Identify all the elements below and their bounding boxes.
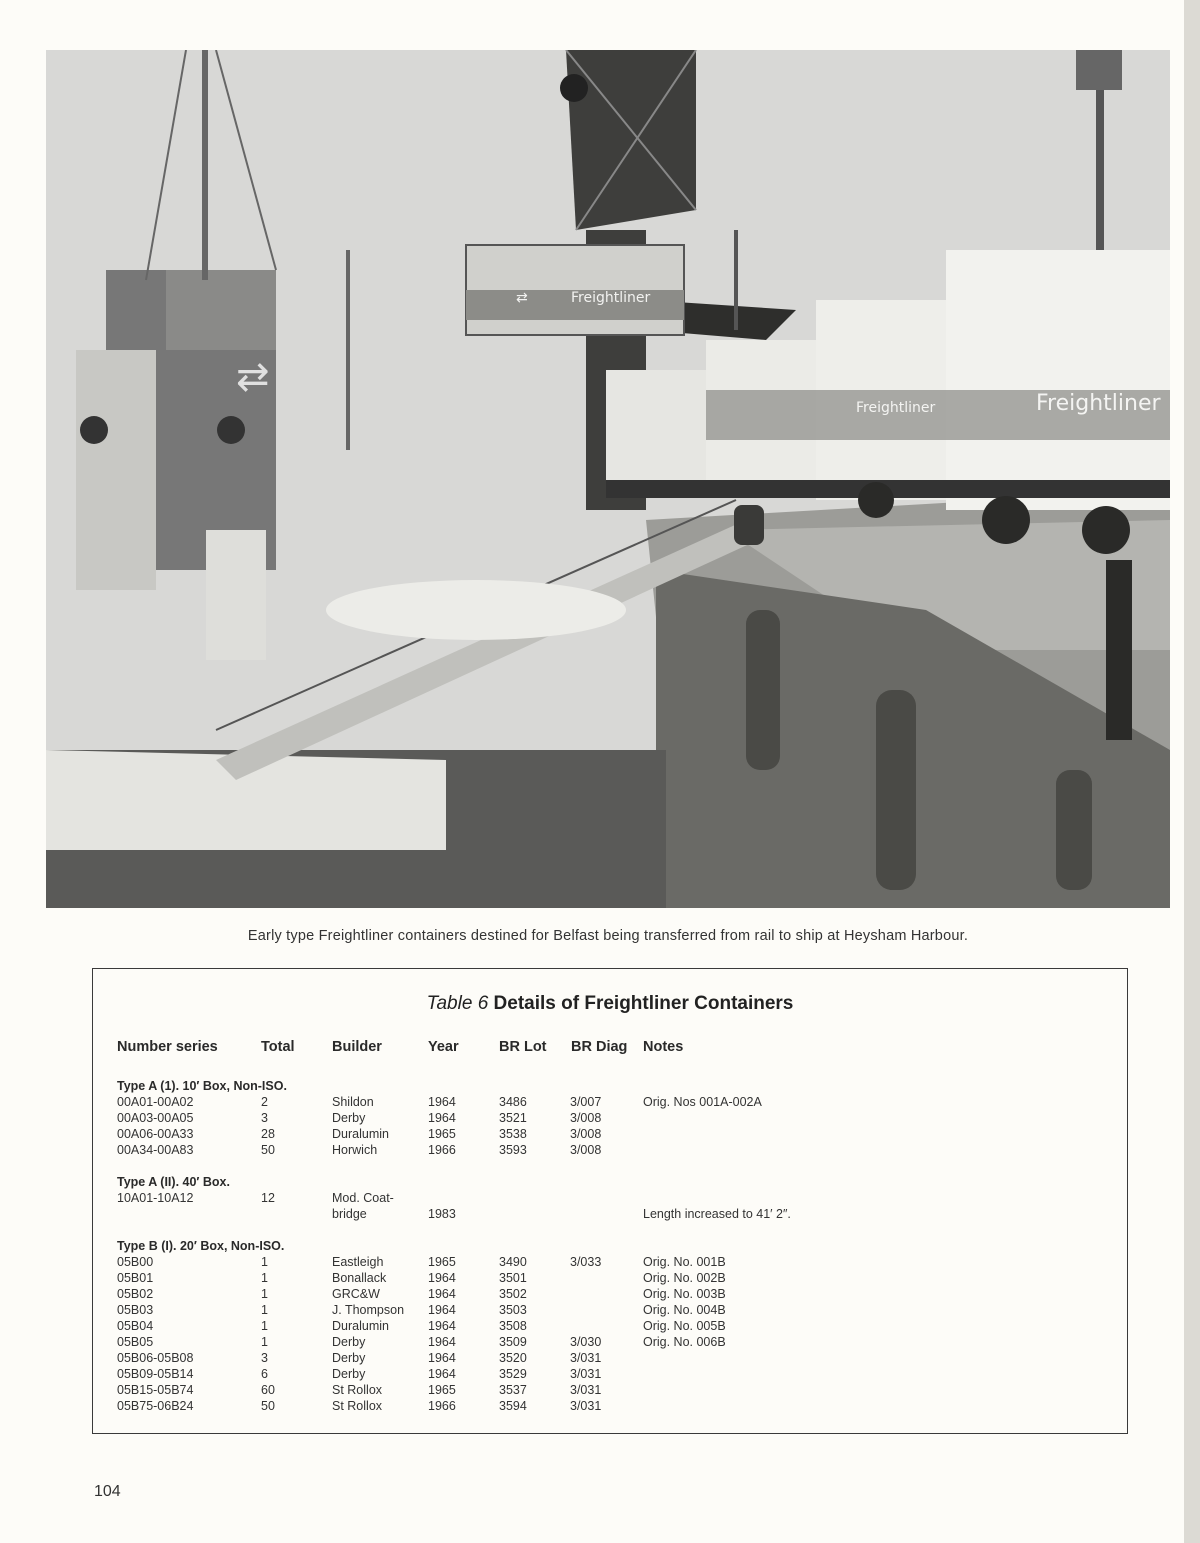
cell-year: 1965: [428, 1255, 456, 1269]
cell-number: 05B06-05B08: [117, 1351, 194, 1365]
cell-number: 05B00: [117, 1255, 154, 1269]
cell-number: 05B01: [117, 1271, 154, 1285]
cell-lot: 3529: [499, 1367, 527, 1381]
cell-lot: 3593: [499, 1143, 527, 1157]
table-row: [93, 1111, 1127, 1127]
cell-diag: 3/031: [570, 1367, 602, 1381]
cell-builder: Duralumin: [332, 1319, 389, 1333]
table-row: [93, 1351, 1127, 1367]
cell-year: 1964: [428, 1335, 456, 1349]
cell-diag: 3/031: [570, 1351, 602, 1365]
cell-year: 1964: [428, 1303, 456, 1317]
cell-year: 1964: [428, 1319, 456, 1333]
cell-total: 1: [261, 1303, 268, 1317]
cell-number: 00A01-00A02: [117, 1095, 194, 1109]
table-row: [93, 1191, 1127, 1207]
cell-builder: J. Thompson: [332, 1303, 405, 1317]
cell-total: 60: [261, 1383, 275, 1397]
header-number-series: Number series: [117, 1039, 218, 1055]
cell-lot: 3490: [499, 1255, 527, 1269]
table-row: [93, 1143, 1127, 1159]
header-br-diag: BR Diag: [571, 1039, 628, 1055]
cell-builder: St Rollox: [332, 1399, 383, 1413]
header-br-lot: BR Lot: [499, 1039, 547, 1055]
cell-year: 1964: [428, 1351, 456, 1365]
cell-notes: Orig. No. 006B: [643, 1335, 726, 1349]
cell-number: 05B02: [117, 1287, 154, 1301]
table-title-text: Details of Freightliner Containers: [493, 993, 794, 1014]
harbour-photo: [46, 50, 1170, 908]
cell-total: 12: [261, 1191, 275, 1205]
cell-number: 05B04: [117, 1319, 154, 1333]
cell-year: 1964: [428, 1271, 456, 1285]
cell-builder: Derby: [332, 1367, 366, 1381]
cell-builder: Bonallack: [332, 1271, 387, 1285]
cell-total: 6: [261, 1367, 268, 1381]
page-edge: [1184, 0, 1200, 1543]
cell-year: 1966: [428, 1399, 456, 1413]
page-number: 104: [94, 1483, 121, 1500]
cell-total: 28: [261, 1127, 275, 1141]
cell-lot: 3508: [499, 1319, 527, 1333]
table-row: [93, 1127, 1127, 1143]
cell-total: 50: [261, 1143, 275, 1157]
cell-builder: Derby: [332, 1111, 366, 1125]
cell-lot: 3537: [499, 1383, 527, 1397]
cell-number: 05B15-05B74: [117, 1383, 194, 1397]
section-heading: Type B (I). 20′ Box, Non-ISO.: [117, 1239, 285, 1253]
freightliner-table: [92, 968, 1128, 1434]
table-row: [93, 1319, 1127, 1335]
cell-diag: 3/033: [570, 1255, 602, 1269]
cell-number: 00A34-00A83: [117, 1143, 194, 1157]
cell-year: 1965: [428, 1127, 456, 1141]
cell-notes: Length increased to 41′ 2″.: [643, 1207, 791, 1221]
cell-notes: Orig. No. 004B: [643, 1303, 726, 1317]
cell-lot: 3503: [499, 1303, 527, 1317]
table-row: [93, 1271, 1127, 1287]
cell-year: 1964: [428, 1111, 456, 1125]
cell-diag: 3/008: [570, 1143, 602, 1157]
cell-number: 10A01-10A12: [117, 1191, 194, 1205]
section-heading: Type A (1). 10′ Box, Non-ISO.: [117, 1079, 287, 1093]
svg-text:⇄: ⇄: [236, 354, 270, 400]
cell-total: 1: [261, 1287, 268, 1301]
cell-total: 50: [261, 1399, 275, 1413]
cell-lot: 3501: [499, 1271, 527, 1285]
table-row: [93, 1303, 1127, 1319]
cell-diag: 3/031: [570, 1399, 602, 1413]
cell-notes: Orig. No. 001B: [643, 1255, 726, 1269]
svg-text:Freightliner: Freightliner: [856, 400, 936, 416]
cell-number: 00A06-00A33: [117, 1127, 194, 1141]
cell-notes: Orig. No. 003B: [643, 1287, 726, 1301]
cell-year: 1964: [428, 1095, 456, 1109]
cell-lot: 3509: [499, 1335, 527, 1349]
cell-number: 00A03-00A05: [117, 1111, 194, 1125]
table-row: [93, 1095, 1127, 1111]
cell-diag: 3/030: [570, 1335, 602, 1349]
cell-number: 05B09-05B14: [117, 1367, 194, 1381]
cell-notes: Orig. No. 002B: [643, 1271, 726, 1285]
cell-builder: Shildon: [332, 1095, 374, 1109]
cell-lot: 3502: [499, 1287, 527, 1301]
cell-lot: 3594: [499, 1399, 527, 1413]
header-year: Year: [428, 1039, 459, 1055]
cell-total: 1: [261, 1255, 268, 1269]
cell-total: 3: [261, 1351, 268, 1365]
cell-builder: Mod. Coat-: [332, 1191, 394, 1205]
cell-builder: Derby: [332, 1351, 366, 1365]
table-row: [93, 1399, 1127, 1415]
cell-diag: 3/007: [570, 1095, 602, 1109]
photo-caption: Early type Freightliner containers destined for Belfast being transferred from rail to ship at Heysham Harbour.: [247, 928, 969, 944]
cell-lot: 3520: [499, 1351, 527, 1365]
cell-notes: Orig. No. 005B: [643, 1319, 726, 1333]
cell-number: 05B03: [117, 1303, 154, 1317]
svg-text:⇄: ⇄: [516, 290, 528, 306]
table-row: [93, 1255, 1127, 1271]
cell-diag: 3/008: [570, 1111, 602, 1125]
header-notes: Notes: [643, 1039, 684, 1055]
cell-notes: Orig. Nos 001A-002A: [643, 1095, 762, 1109]
cell-builder: GRC&W: [332, 1287, 380, 1301]
cell-builder: Derby: [332, 1335, 366, 1349]
svg-text:Freightliner: Freightliner: [1036, 391, 1161, 416]
cell-lot: 3486: [499, 1095, 527, 1109]
cell-year: 1983: [428, 1207, 456, 1221]
table-row: [93, 1207, 1127, 1223]
cell-number: 05B05: [117, 1335, 154, 1349]
header-builder: Builder: [332, 1039, 382, 1055]
table-title: [93, 993, 1127, 1015]
cell-year: 1964: [428, 1287, 456, 1301]
cell-lot: 3538: [499, 1127, 527, 1141]
table-row: [93, 1287, 1127, 1303]
cell-lot: 3521: [499, 1111, 527, 1125]
cell-builder: St Rollox: [332, 1383, 383, 1397]
cell-year: 1964: [428, 1367, 456, 1381]
cell-total: 2: [261, 1095, 268, 1109]
cell-year: 1966: [428, 1143, 456, 1157]
cell-builder: Eastleigh: [332, 1255, 384, 1269]
cell-diag: 3/031: [570, 1383, 602, 1397]
cell-builder: Duralumin: [332, 1127, 389, 1141]
cell-total: 3: [261, 1111, 268, 1125]
cell-builder: Horwich: [332, 1143, 378, 1157]
table-title-number: Table 6: [426, 993, 489, 1014]
table-row: [93, 1335, 1127, 1351]
cell-builder: bridge: [332, 1207, 367, 1221]
cell-number: 05B75-06B24: [117, 1399, 194, 1413]
cell-total: 1: [261, 1319, 268, 1333]
table-row: [93, 1367, 1127, 1383]
cell-diag: 3/008: [570, 1127, 602, 1141]
cell-year: 1965: [428, 1383, 456, 1397]
cell-total: 1: [261, 1335, 268, 1349]
table-row: [93, 1383, 1127, 1399]
header-total: Total: [261, 1039, 295, 1055]
section-heading: Type A (II). 40′ Box.: [117, 1175, 230, 1189]
cell-total: 1: [261, 1271, 268, 1285]
svg-text:Freightliner: Freightliner: [571, 290, 651, 306]
